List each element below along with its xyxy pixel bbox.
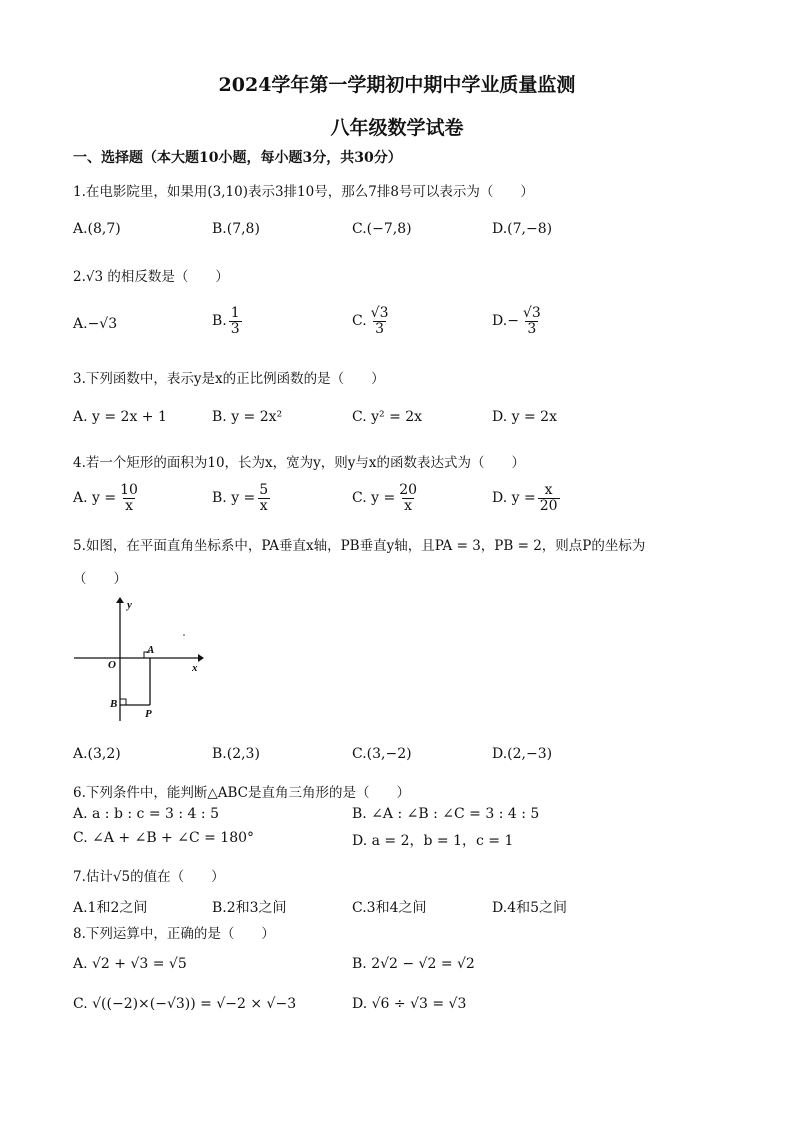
q6-option-a: A. a : b : c = 3 : 4 : 5 [73, 806, 219, 822]
q4-stem: 4.若一个矩形的面积为10，长为x，宽为y，则y与x的函数表达式为（ ） [73, 455, 526, 471]
page-title: 2024学年第一学期初中期中学业质量监测 [218, 74, 576, 96]
q2-option-a [73, 316, 117, 332]
q4-a-label: A. y = [73, 490, 117, 507]
q4-option-c [352, 483, 421, 513]
q4-d-denominator: 20 [539, 497, 558, 514]
label-o: O [108, 659, 116, 671]
q2-d-numerator: √3 [522, 305, 541, 321]
q3-stem: 3.下列函数中，表示y是x的正比例函数的是（ ） [73, 371, 385, 387]
q1-option-b: B.(7,8) [212, 221, 260, 237]
q4-b-numerator: 5 [259, 482, 269, 498]
q8-option-b: B. 2√2 − √2 = √2 [352, 956, 475, 972]
label-y: y [127, 599, 132, 611]
q4-a-denominator: x [125, 497, 133, 514]
q2-c-numerator: √3 [370, 305, 389, 321]
q1-stem: 1.在电影院里，如果用(3,10)表示3排10号，那么7排8号可以表示为（ ） [73, 184, 534, 200]
q2-c-label: C. [352, 313, 367, 330]
q2-d-denominator: 3 [527, 320, 537, 337]
label-p: P [145, 708, 152, 720]
stray-dot [183, 634, 185, 636]
q8-stem: 8.下列运算中，正确的是（ ） [73, 926, 275, 942]
q2-b-numerator: 1 [230, 305, 240, 321]
q4-option-d [492, 483, 562, 513]
q6-option-b: B. ∠A : ∠B : ∠C = 3 : 4 : 5 [352, 806, 540, 822]
q5-option-c: C.(3,−2) [352, 746, 412, 762]
q3-option-c: C. y² = 2x [352, 409, 423, 425]
q5-stem: 5.如图，在平面直角坐标系中，PA垂直x轴，PB垂直y轴，且PA = 3，PB = 2，则点P的坐标为 [73, 538, 646, 554]
q5-stem-paren: （ ） [73, 571, 127, 587]
q1-option-a: A.(8,7) [73, 221, 121, 237]
q4-d-numerator: x [544, 482, 553, 498]
q7-option-c: C.3和4之间 [352, 900, 427, 916]
q4-option-b [212, 483, 272, 513]
label-x: x [192, 662, 198, 674]
label-b: B [110, 698, 118, 710]
label-a: A [147, 644, 155, 656]
q2-option-c [352, 306, 393, 336]
q4-c-denominator: x [404, 497, 413, 514]
q6-stem: 6.下列条件中，能判断△ABC是直角三角形的是（ ） [73, 785, 411, 801]
q4-b-denominator: x [259, 497, 268, 514]
q2-b-label: B. [212, 313, 227, 330]
q4-a-numerator: 10 [120, 482, 138, 498]
q2-d-label: D. [492, 313, 508, 330]
q2-c-denominator: 3 [375, 320, 385, 337]
q3-option-a: A. y = 2x + 1 [73, 409, 167, 425]
q4-option-a [73, 483, 142, 513]
q7-option-a: A.1和2之间 [73, 900, 148, 916]
q4-c-label: C. y = [352, 490, 396, 507]
q6-option-c: C. ∠A + ∠B + ∠C = 180° [73, 830, 255, 846]
q7-option-d: D.4和5之间 [492, 900, 567, 916]
q2-a-text: −√3 [87, 316, 118, 332]
q1-option-d: D.(7,−8) [492, 221, 553, 237]
q3-option-d: D. y = 2x [492, 409, 557, 425]
q2-b-denominator: 3 [230, 320, 240, 337]
right-angle-b [120, 699, 126, 705]
q8-option-c: C. √((−2)×(−√3)) = √−2 × √−3 [73, 996, 297, 1012]
q3-option-b: B. y = 2x² [212, 409, 283, 425]
q1-option-c: C.(−7,8) [352, 221, 412, 237]
q8-option-d: D. √6 ÷ √3 = √3 [352, 996, 467, 1012]
q5-coordinate-figure [70, 595, 210, 725]
q2-stem: 2.√3 的相反数是（ ） [73, 269, 229, 285]
q4-c-numerator: 20 [399, 482, 418, 498]
page-subtitle: 八年级数学试卷 [330, 117, 464, 139]
q7-option-b: B.2和3之间 [212, 900, 287, 916]
q4-b-label: B. y = [212, 490, 256, 507]
q5-option-a: A.(3,2) [73, 746, 121, 762]
q5-option-d: D.(2,−3) [492, 746, 553, 762]
q5-option-b: B.(2,3) [212, 746, 260, 762]
q2-a-label: A. [73, 316, 88, 332]
q6-option-d: D. a = 2，b = 1，c = 1 [352, 833, 514, 849]
q2-option-b [212, 306, 244, 336]
x-axis-arrow-icon [198, 654, 204, 662]
q2-d-sign: − [507, 313, 519, 330]
q8-option-a: A. √2 + √3 = √5 [73, 956, 187, 972]
section-heading: 一、选择题（本大题10小题，每小题3分，共30分） [73, 150, 402, 166]
q4-d-label: D. y = [492, 490, 536, 507]
q7-stem: 7.估计√5的值在（ ） [73, 869, 225, 885]
q2-option-d [492, 306, 545, 336]
y-axis-arrow-icon [116, 597, 124, 603]
